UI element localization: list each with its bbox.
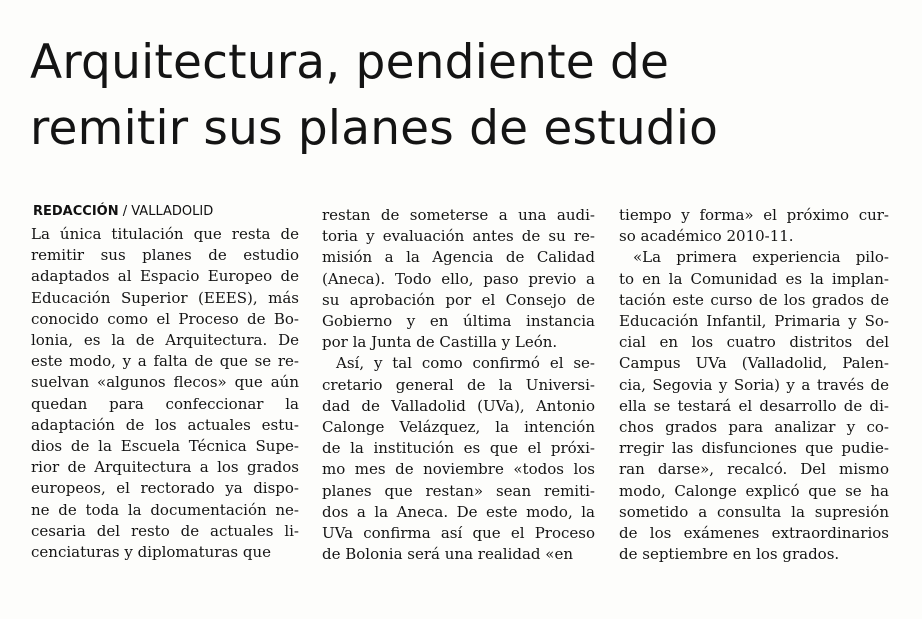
text-line: ran darse», recalcó. Del mismo: [619, 460, 889, 479]
text-line: mo mes de noviembre «todos los: [322, 460, 595, 479]
text-line: ella se testará el desarrollo de di-: [619, 396, 889, 415]
text-line: sometido a consulta la supresión: [619, 502, 889, 521]
headline-line-2: remitir sus planes de estudio: [30, 101, 719, 156]
text-line: Calonge Velázquez, la intención: [322, 418, 595, 437]
text-line: de los exámenes extraordinarios: [619, 524, 889, 543]
text-line: to en la Comunidad es la implan-: [619, 269, 889, 288]
text-line: suelvan «algunos flecos» que aún: [31, 373, 299, 392]
text-line: conocido como el Proceso de Bo-: [31, 309, 299, 328]
text-line: La única titulación que resta de: [31, 225, 299, 243]
text-line: lonia, es la de Arquitectura. De: [31, 331, 299, 350]
article-column-1: [31, 224, 299, 563]
headline-line-1: Arquitectura, pendiente de: [30, 35, 670, 90]
text-line: dos a la Aneca. De este modo, la: [322, 502, 595, 521]
text-line: toria y evaluación antes de su re-: [322, 227, 595, 246]
text-line: tiempo y forma» el próximo cur-: [619, 206, 889, 224]
text-line: adaptación de los actuales estu-: [31, 415, 299, 434]
text-line: chos grados para analizar y co-: [619, 418, 889, 437]
text-line: de Bolonia será una realidad «en: [322, 545, 574, 564]
article-column-2: [322, 205, 595, 565]
text-line: cesaria del resto de actuales li-: [31, 521, 299, 540]
text-line: Campus UVa (Valladolid, Palen-: [619, 354, 889, 373]
text-line: su aprobación por el Consejo de: [322, 290, 595, 309]
text-line: tación este curso de los grados de: [619, 290, 889, 309]
text-line: por la Junta de Castilla y León.: [322, 333, 558, 352]
text-line: UVa confirma así que el Proceso: [322, 524, 595, 543]
text-line: dios de la Escuela Técnica Supe-: [31, 437, 299, 456]
article-column-3: [619, 205, 889, 565]
byline-location: VALLADOLID: [131, 204, 214, 219]
text-line: cretario general de la Universi-: [322, 375, 595, 394]
text-line: europeos, el rectorado ya dispo-: [31, 479, 299, 498]
text-line: «La primera experiencia pilo-: [633, 248, 889, 267]
text-line: cial en los cuatro distritos del: [619, 333, 889, 352]
text-line: de septiembre en los grados.: [619, 545, 840, 564]
text-line: rior de Arquitectura a los grados: [31, 458, 299, 477]
text-line: Educación Infantil, Primaria y So-: [619, 312, 889, 331]
text-line: adaptados al Espacio Europeo de: [31, 267, 299, 286]
text-line: este modo, y a falta de que se re-: [31, 352, 299, 371]
byline-separator: /: [118, 204, 132, 219]
text-line: remitir sus planes de estudio: [31, 246, 299, 265]
text-line: planes que restan» sean remiti-: [322, 481, 595, 500]
text-line: Así, y tal como confirmó el se-: [336, 354, 595, 373]
text-line: restan de someterse a una audi-: [322, 206, 595, 224]
text-line: Gobierno y en última instancia: [322, 312, 595, 331]
byline: [33, 204, 213, 219]
text-line: modo, Calonge explicó que se ha: [619, 481, 889, 500]
text-line: cia, Segovia y Soria) y a través de: [619, 375, 889, 394]
byline-author: REDACCIÓN: [33, 204, 119, 219]
text-line: rregir las disfunciones que pudie-: [619, 439, 889, 458]
text-line: de la institución es que el próxi-: [322, 439, 595, 458]
text-line: Educación Superior (EEES), más: [31, 288, 299, 307]
text-line: ne de toda la documentación ne-: [31, 500, 299, 519]
headline: [30, 30, 910, 162]
text-line: so académico 2010-11.: [619, 227, 794, 246]
text-line: cenciaturas y diplomaturas que: [31, 543, 271, 562]
text-line: dad de Valladolid (UVa), Antonio: [322, 396, 595, 415]
text-line: quedan para confeccionar la: [31, 394, 299, 413]
text-line: (Aneca). Todo ello, paso previo a: [322, 269, 595, 288]
text-line: misión a la Agencia de Calidad: [322, 248, 595, 267]
